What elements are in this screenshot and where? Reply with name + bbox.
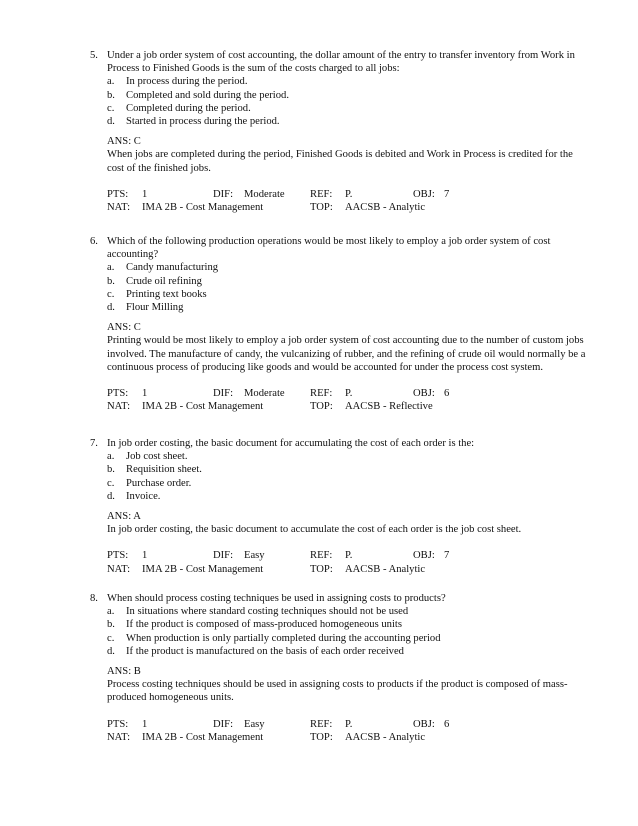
nat-label: NAT: [107,563,131,575]
nat-label: NAT: [107,731,131,743]
question-metadata [107,387,590,413]
ref-label: REF: [310,188,333,200]
question-number: 7. [90,438,98,449]
question-number: 8. [90,593,98,604]
option-a: a. In process during the period. [107,76,248,88]
ref-label: REF: [310,550,333,562]
answer-explanation: Process costing techniques should be used in assigning costs to products if the product is composed of mass-produced homogeneous units. [107,679,568,704]
question-8 [90,592,590,744]
question-metadata [107,549,590,575]
answer-key: ANS: C [107,322,141,334]
answer-block [107,665,590,705]
nat-value: IMA 2B - Cost Management [142,731,264,743]
top-value: AACSB - Analytic [345,731,426,743]
obj-value: 7 [444,188,450,200]
top-value: AACSB - Reflective [345,401,433,413]
top-label: TOP: [310,401,333,413]
obj-label: OBJ: [413,550,435,562]
answer-explanation: When jobs are completed during the period, Finished Goods is debited and Work in Process is credited for the cost of the finished jobs. [107,149,573,174]
obj-label: OBJ: [413,388,435,400]
dif-value: Moderate [244,388,285,400]
nat-value: IMA 2B - Cost Management [142,401,264,413]
dif-value: Easy [244,550,265,562]
question-text: Which of the following production operations would be most likely to employ a job order system of cost accounting? [107,236,551,261]
nat-label: NAT: [107,202,131,214]
obj-value: 6 [444,388,450,400]
dif-label: DIF: [213,718,234,730]
top-value: AACSB - Analytic [345,563,426,575]
ref-value: P. [345,188,353,200]
option-d: d. If the product is manufactured on the basis of each order received [107,645,404,657]
question-text: Under a job order system of cost accounting, the dollar amount of the entry to transfer inventory from Work in Process to Finished Goods is the sum of the costs charged to all jobs: [107,50,575,75]
question-text: In job order costing, the basic document for accumulating the cost of each order is the: [107,438,475,449]
ref-label: REF: [310,388,333,400]
obj-label: OBJ: [413,718,435,730]
question-number: 5. [90,50,98,61]
option-a: a. Job cost sheet. [107,451,188,463]
nat-value: IMA 2B - Cost Management [142,202,264,214]
dif-value: Moderate [244,188,285,200]
question-5 [90,49,590,214]
top-label: TOP: [310,563,333,575]
answer-block [107,135,590,175]
obj-label: OBJ: [413,188,435,200]
question-7 [90,437,590,576]
ref-value: P. [345,388,353,400]
ref-value: P. [345,718,353,730]
ref-label: REF: [310,718,333,730]
question-6 [90,235,590,413]
dif-label: DIF: [213,188,234,200]
option-b: b. If the product is composed of mass-produced homogeneous units [107,619,402,631]
answer-block [107,510,590,536]
dif-value: Easy [244,718,265,730]
question-number: 6. [90,236,98,247]
pts-value: 1 [142,550,148,562]
answer-key: ANS: B [107,666,141,678]
pts-label: PTS: [107,550,129,562]
pts-label: PTS: [107,718,129,730]
answer-key: ANS: C [107,136,141,148]
option-c: c. When production is only partially completed during the accounting period [107,632,441,644]
obj-value: 6 [444,718,450,730]
pts-value: 1 [142,188,148,200]
ref-value: P. [345,550,353,562]
option-a: a. In situations where standard costing techniques should not be used [107,606,409,618]
answer-key: ANS: A [107,511,141,523]
top-label: TOP: [310,202,333,214]
pts-label: PTS: [107,388,129,400]
top-value: AACSB - Analytic [345,202,426,214]
answer-block [107,321,590,374]
option-c: c. Printing text books [107,288,207,300]
answer-explanation: In job order costing, the basic document to accumulate the cost of each order is the job cost sheet. [107,524,522,536]
nat-label: NAT: [107,401,131,413]
question-metadata [107,718,590,744]
question-metadata [107,188,590,214]
option-b: b. Crude oil refining [107,275,202,287]
question-text: When should process costing techniques be used in assigning costs to products? [107,593,446,604]
option-c: c. Purchase order. [107,477,192,489]
obj-value: 7 [444,550,450,562]
dif-label: DIF: [213,550,234,562]
option-d: d. Started in process during the period. [107,116,280,128]
top-label: TOP: [310,731,333,743]
pts-label: PTS: [107,188,129,200]
pts-value: 1 [142,388,148,400]
option-b: b. Requisition sheet. [107,464,202,476]
option-d: d. Invoice. [107,490,161,502]
nat-value: IMA 2B - Cost Management [142,563,264,575]
option-b: b. Completed and sold during the period. [107,89,289,101]
option-c: c. Completed during the period. [107,102,251,114]
option-a: a. Candy manufacturing [107,262,219,274]
dif-label: DIF: [213,388,234,400]
pts-value: 1 [142,718,148,730]
option-d: d. Flour Milling [107,302,184,314]
answer-explanation: Printing would be most likely to employ a job order system of cost accounting due to the number of custom jobs involved. The manufacture of candy, the vulcanizing of rubber, and the refining of crude oil would normally be a continuous process of producing like goods and would be accounted for under the process cost system. [107,335,586,373]
